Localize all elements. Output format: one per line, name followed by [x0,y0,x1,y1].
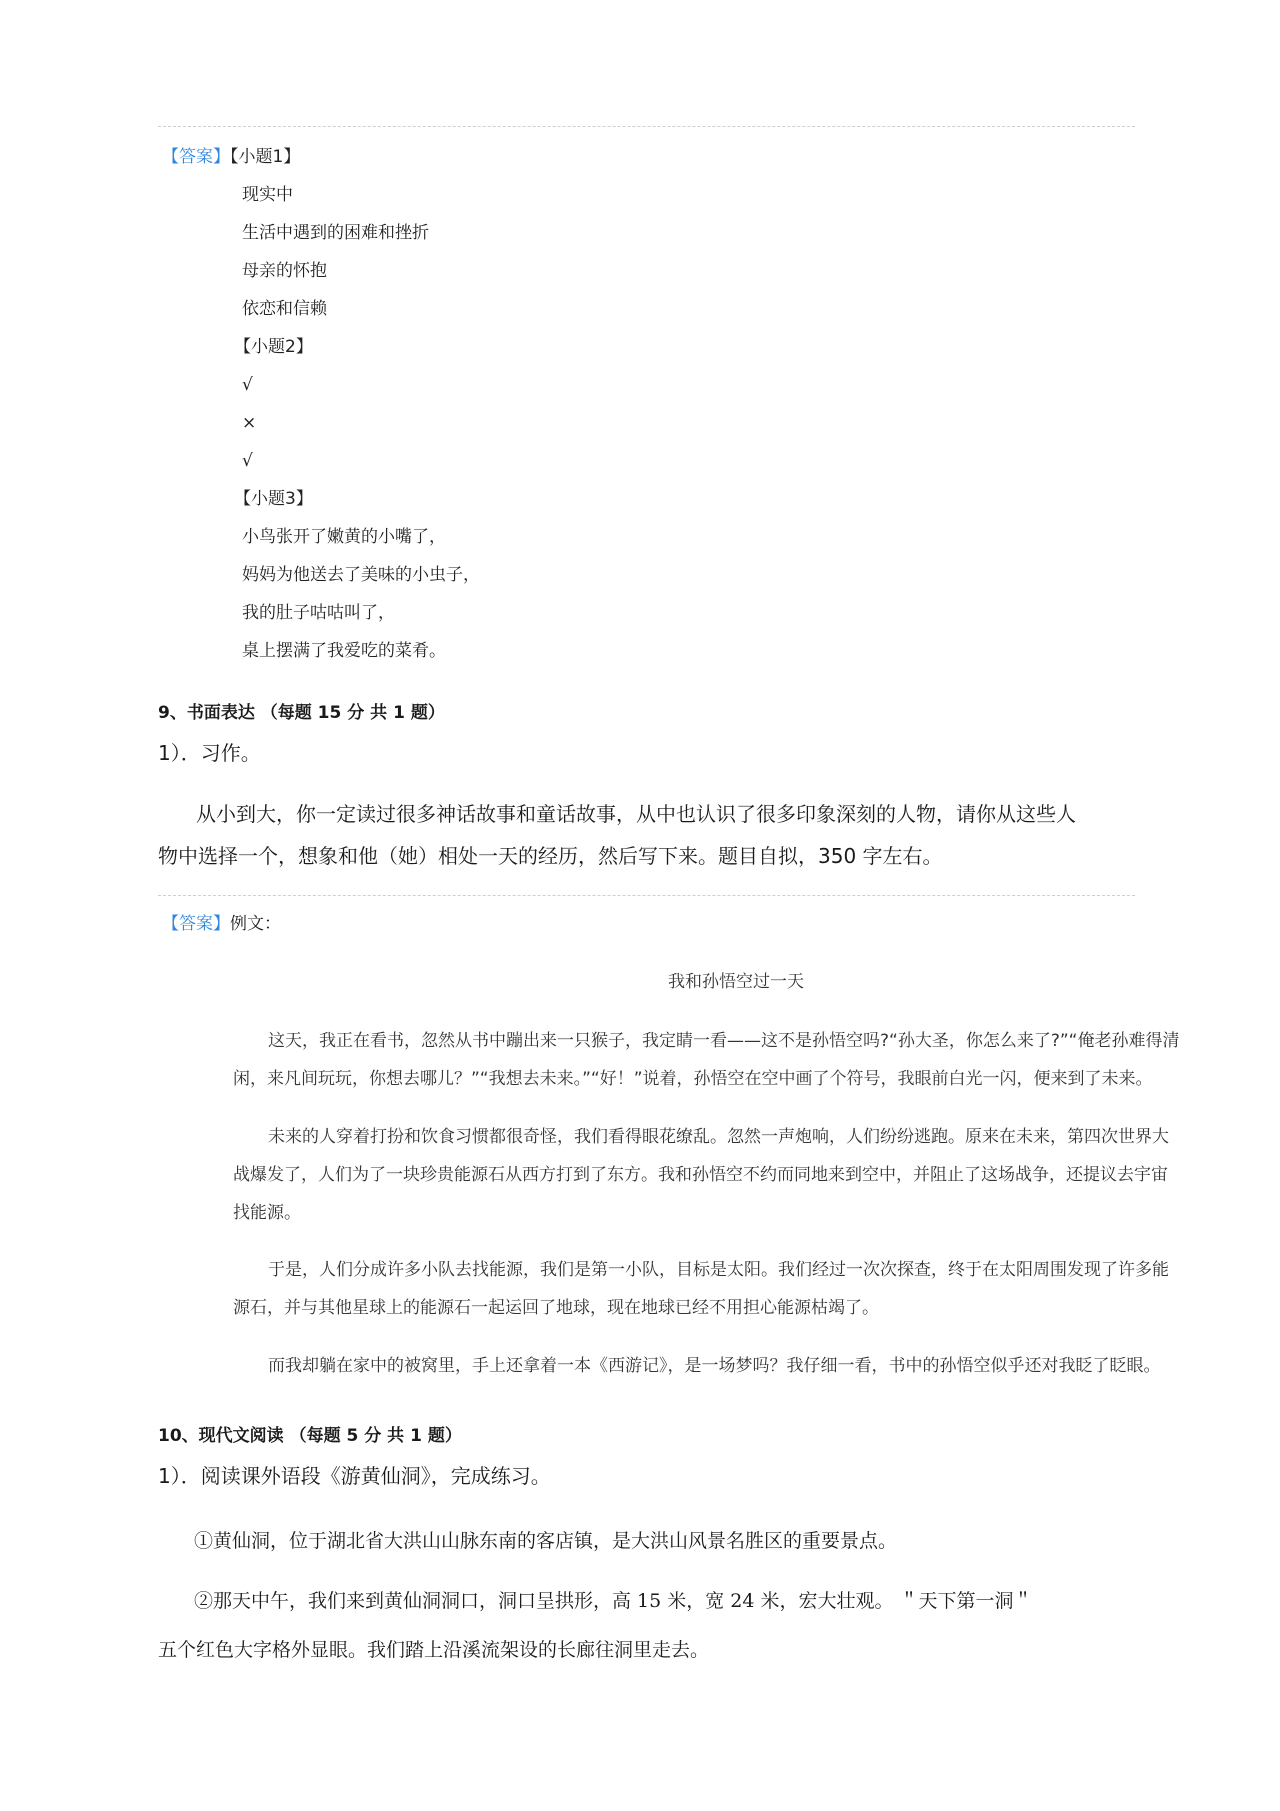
essay-line: 源石，并与其他星球上的能源石一起运回了地球，现在地球已经不用担心能源枯竭了。 [233,1298,879,1318]
answer-line: 依恋和信赖 [242,299,327,319]
essay-line: 未来的人穿着打扮和饮食习惯都很奇怪，我们看得眼花缭乱。忽然一声炮响，人们纷纷逃跑。原来在未来，第四次世界大 [268,1127,1169,1147]
q8-answer-row [162,146,300,168]
answer-subq-1: 【小题1】 [230,147,301,167]
divider-top [158,126,1135,127]
answer-cross-mark: × [242,413,257,433]
reading-paragraph: ②那天中午，我们来到黄仙洞洞口，洞口呈拱形，高 15 米，宽 24 米，宏大壮观。 ＂天下第一洞＂ [194,1590,1033,1612]
answer-line: 桌上摆满了我爱吃的菜肴。 [242,641,446,661]
reading-paragraph: ①黄仙洞，位于湖北省大洪山山脉东南的客店镇，是大洪山风景名胜区的重要景点。 [194,1530,898,1552]
essay-line: 闲，来凡间玩玩，你想去哪儿？”“我想去未来。”“好！”说着，孙悟空在空中画了个符号，我眼前白光一闪，便来到了未来。 [233,1069,1153,1089]
question-q10-1: 1）．阅读课外语段《游黄仙洞》，完成练习。 [158,1464,551,1488]
answer-line: 现实中 [242,185,293,205]
essay-line: 而我却躺在家中的被窝里，手上还拿着一本《西游记》，是一场梦吗？我仔细一看，书中的孙悟空似乎还对我眨了眨眼。 [268,1356,1161,1376]
essay-title: 我和孙悟空过一天 [668,972,804,992]
answer-line: 小鸟张开了嫩黄的小嘴了， [242,527,446,547]
section-heading-q10: 10、现代文阅读 （每题 5 分 共 1 题） [158,1426,462,1446]
essay-line: 找能源。 [233,1203,301,1223]
reading-paragraph: 五个红色大字格外显眼。我们踏上沿溪流架设的长廊往洞里走去。 [158,1639,710,1661]
answer-subq-3: 【小题3】 [234,489,313,509]
divider-q9 [158,895,1135,896]
essay-line: 战爆发了，人们为了一块珍贵能源石从西方打到了东方。我和孙悟空不约而同地来到空中，并阻止了这场战争，还提议去宇宙 [233,1165,1168,1185]
answer-line: 妈妈为他送去了美味的小虫子， [242,565,480,585]
answer-intro: 例文： [230,914,281,934]
essay-line: 这天，我正在看书，忽然从书中蹦出来一只猴子，我定睛一看——这不是孙悟空吗?“孙大圣，你怎么来了?”“俺老孙难得清 [268,1031,1180,1051]
answer-check-mark: √ [242,375,253,395]
question-q9-1: 1）．习作。 [158,741,261,765]
prompt-line: 从小到大，你一定读过很多神话故事和童话故事，从中也认识了很多印象深刻的人物，请你从这些人 [196,802,1076,826]
answer-tag: 【答案】 [162,147,230,167]
answer-subq-2: 【小题2】 [234,337,313,357]
answer-line: 生活中遇到的困难和挫折 [242,223,429,243]
answer-line: 我的肚子咕咕叫了， [242,603,395,623]
q9-answer-row [162,913,281,935]
essay-line: 于是，人们分成许多小队去找能源，我们是第一小队，目标是太阳。我们经过一次次探查，终于在太阳周围发现了许多能 [268,1260,1169,1280]
answer-line: 母亲的怀抱 [242,261,327,281]
answer-check-mark: √ [242,451,253,471]
prompt-line: 物中选择一个，想象和他（她）相处一天的经历，然后写下来。题目自拟，350 字左右。 [158,844,943,868]
answer-tag: 【答案】 [162,914,230,934]
section-heading-q9: 9、书面表达 （每题 15 分 共 1 题） [158,703,445,723]
